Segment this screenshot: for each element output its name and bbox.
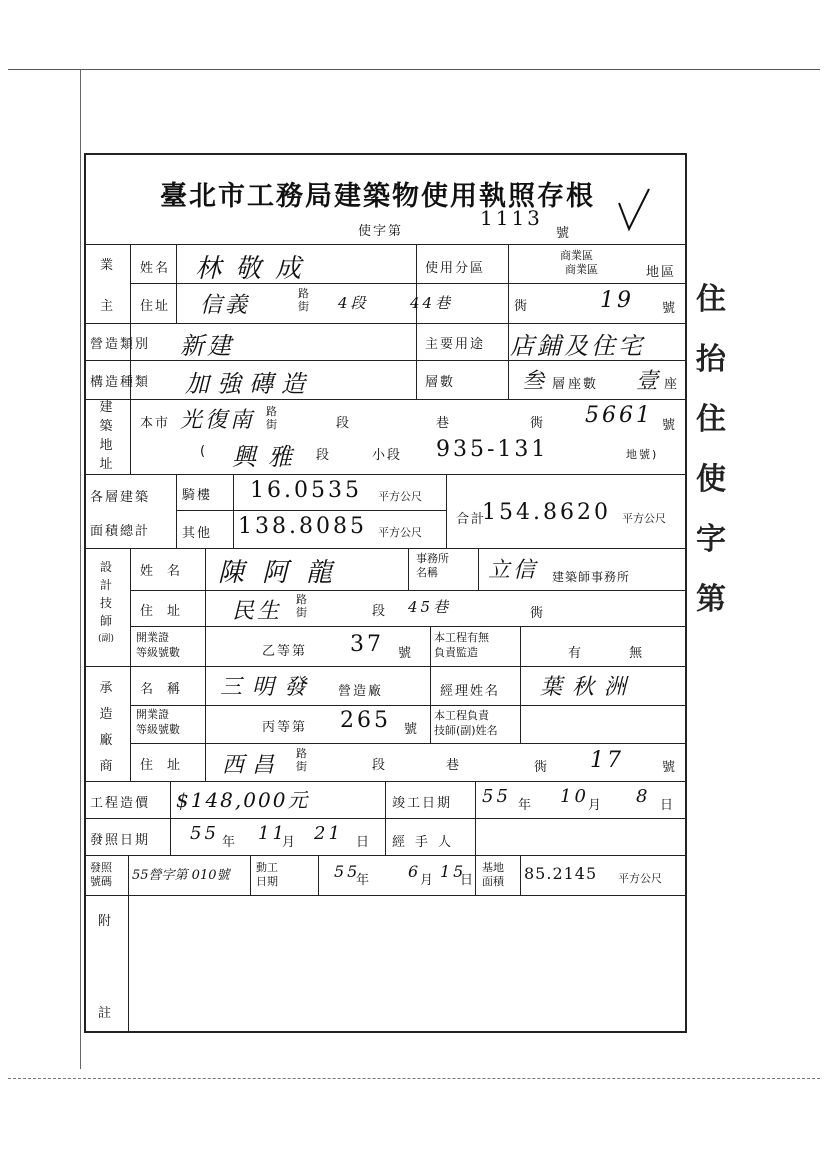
designer-addr: 民生: [232, 599, 283, 624]
owner-name-label: 姓名: [140, 261, 171, 276]
contractor-label: 承 造 廠 商: [99, 681, 113, 774]
year-label: 年: [222, 835, 238, 850]
location-number: 5661: [585, 403, 653, 428]
owner-addr-label: 住址: [140, 299, 171, 314]
license-no: 37: [350, 632, 384, 657]
office-label: 名稱: [416, 566, 438, 579]
rule: [130, 626, 687, 627]
area-label: 面積總計: [90, 524, 151, 539]
manager-name: 葉秋洲: [540, 675, 637, 700]
cost-label: 工程造價: [90, 796, 151, 811]
street-label: 衖: [514, 299, 530, 314]
remarks-label: 附: [98, 914, 114, 929]
license-suffix: 號: [404, 722, 420, 737]
section-label: 段: [372, 604, 388, 619]
rule: [475, 855, 476, 895]
location-label: 建 築 地 址: [99, 400, 113, 472]
rule: [205, 548, 206, 781]
rule: [416, 244, 417, 399]
permit-label: 發照: [90, 861, 112, 874]
rule: [128, 855, 129, 1031]
supervise-value: 有 無: [568, 646, 665, 661]
arcade-area: 16.0535: [250, 478, 362, 503]
rule: [84, 895, 687, 896]
alley-label: 衖: [534, 760, 550, 775]
road-label: 街: [296, 606, 307, 619]
permit-number: 55營字第 010號: [132, 868, 230, 883]
serial-number: 1113: [480, 206, 543, 230]
site-label: 基地: [482, 861, 504, 874]
total-area: 154.8620: [482, 500, 611, 525]
contractor-name-label: 名稱: [140, 682, 195, 697]
year-label: 年: [518, 798, 534, 813]
rule: [84, 244, 687, 245]
rule: [170, 781, 171, 855]
rule: [84, 323, 687, 324]
start-month: 6: [408, 862, 422, 881]
struct: 加強磚造: [185, 370, 313, 398]
rule: [84, 474, 687, 475]
completion-label: 竣工日期: [392, 796, 453, 811]
rule: [385, 781, 386, 855]
issue-year: 55: [190, 823, 219, 844]
contractor-addr-label: 住址: [140, 758, 195, 773]
license-grade: 乙等第: [262, 644, 308, 659]
area-label: 各層建築: [90, 490, 151, 505]
license-grade: 丙等第: [262, 720, 308, 735]
usage: 店鋪及住宅: [510, 332, 645, 360]
permit-form: [84, 153, 687, 1033]
usage-label: 主要用途: [425, 337, 486, 352]
site-unit: 平方公尺: [618, 872, 662, 885]
contractor-name-suffix: 營造廠: [338, 684, 384, 699]
month-label: 月: [588, 798, 604, 813]
scan-border-left: [80, 69, 81, 1069]
office-suffix: 建築師事務所: [552, 570, 631, 584]
area-unit: 平方公尺: [378, 490, 422, 503]
issue-day: 21: [314, 823, 343, 844]
license-no: 265: [340, 708, 391, 733]
rule: [430, 626, 431, 666]
rule: [130, 590, 687, 591]
section-label: 段: [372, 758, 388, 773]
struct-label: 構造種類: [90, 375, 151, 390]
owner-lane: 44巷: [410, 294, 454, 312]
scan-border-top: [8, 69, 820, 70]
tech-label: 本工程負責: [434, 709, 489, 722]
rule: [84, 855, 687, 856]
owner-number: 19: [600, 288, 634, 313]
owner-block-label: 主: [100, 299, 116, 314]
zone-value: 商業區: [565, 263, 598, 276]
floors-suffix: 層: [552, 377, 568, 392]
location-lot: 935-131: [436, 437, 549, 462]
road-label: 路: [296, 747, 307, 760]
page-title: 臺北市工務局建築物使用執照存根: [160, 181, 595, 212]
rule: [176, 244, 177, 323]
rule: [520, 855, 521, 895]
remarks-label: 註: [98, 1006, 114, 1021]
rule: [408, 548, 409, 590]
rule: [250, 855, 251, 895]
owner-addr-street: 信義: [200, 293, 251, 318]
road-label: 街: [298, 300, 309, 313]
manager-label: 經理姓名: [440, 684, 501, 699]
rule: [176, 474, 177, 548]
other-area: 138.8085: [238, 514, 367, 539]
zone-value: 商業區: [560, 249, 593, 262]
lane-label: 巷: [436, 416, 452, 431]
contractor-name: 三明發: [220, 675, 317, 700]
check-mark-icon: [615, 185, 655, 235]
completion-day: 8: [636, 786, 651, 807]
rule: [520, 626, 521, 666]
rule: [318, 855, 319, 895]
designer-label: 設 計 技 師 (副): [98, 560, 115, 644]
serial-prefix: 使字第: [358, 224, 404, 239]
site-area: 85.2145: [524, 864, 598, 883]
rule: [233, 474, 234, 548]
month-label: 月: [282, 835, 298, 850]
license-label: 等級號數: [136, 646, 180, 659]
rule: [478, 548, 479, 590]
total-label: 合計: [456, 512, 487, 527]
lane-label: 巷: [446, 758, 462, 773]
start-year: 55: [334, 862, 361, 881]
license-label: 開業證: [136, 708, 169, 721]
road-label: 路: [266, 405, 277, 418]
lot-suffix: 地號): [626, 448, 659, 461]
cost: $148,000元: [176, 788, 310, 812]
serial-suffix: 號: [556, 226, 572, 241]
number-suffix: 號: [662, 301, 678, 316]
day-label: 日: [660, 798, 676, 813]
supervise-label: 負責監造: [434, 646, 478, 659]
buildings-suffix: 座: [664, 377, 680, 392]
zone-label: 使用分區: [425, 261, 486, 276]
owner-name: 林敬成: [195, 254, 316, 284]
license-label: 等級號數: [136, 723, 180, 736]
year-label: 年: [356, 873, 372, 888]
location-road: 光復南: [180, 408, 256, 433]
start-label: 動工: [256, 861, 278, 874]
alley-label: 衖: [530, 606, 546, 621]
build-type: 新建: [180, 332, 234, 360]
completion-year: 55: [482, 786, 511, 807]
handler-label: 經手人: [392, 835, 462, 850]
rule: [130, 548, 131, 781]
rule: [130, 743, 687, 744]
rule: [84, 548, 687, 549]
section-label: 段: [336, 416, 352, 431]
rule: [520, 666, 521, 743]
arcade-label: 騎樓: [182, 488, 213, 503]
location-district: 興雅: [232, 443, 304, 471]
road-label: 路: [296, 593, 307, 606]
designer-lane: 45巷: [408, 598, 452, 616]
road-label: 街: [266, 418, 277, 431]
rule: [84, 399, 687, 400]
license-suffix: 號: [398, 646, 414, 661]
day-label: 日: [356, 835, 372, 850]
buildings-label: 座數: [568, 377, 599, 392]
rule: [508, 244, 509, 399]
rule: [430, 666, 431, 743]
subsection-label: 小段: [372, 448, 403, 463]
total-unit: 平方公尺: [622, 512, 666, 525]
designer-name: 陳阿龍: [218, 558, 351, 588]
contractor-number: 17: [590, 748, 624, 773]
rule: [176, 510, 446, 511]
district-suffix: 段: [316, 448, 332, 463]
zone-suffix: 地區: [646, 265, 677, 280]
permit-label: 號碼: [90, 875, 112, 888]
number-suffix: 號: [662, 418, 678, 433]
start-day: 15: [440, 862, 467, 881]
buildings: 壹: [636, 369, 662, 394]
build-type-label: 營造類別: [90, 337, 151, 352]
area-unit: 平方公尺: [378, 526, 422, 539]
side-text: 住 抬 住 使 字 第: [696, 282, 726, 617]
road-label: 街: [296, 760, 307, 773]
month-label: 月: [420, 873, 436, 888]
paren: (: [200, 444, 208, 459]
contractor-addr: 西昌: [222, 753, 283, 778]
floors: 叁: [522, 369, 548, 394]
other-label: 其他: [182, 526, 213, 541]
rule: [475, 781, 476, 855]
location-city: 本市: [140, 416, 171, 431]
rule: [130, 399, 131, 474]
office-label: 事務所: [416, 552, 449, 565]
scan-border-bottom: [8, 1078, 820, 1079]
day-label: 日: [460, 873, 476, 888]
site-label: 面積: [482, 875, 504, 888]
floors-label: 層數: [425, 375, 456, 390]
supervise-label: 本工程有無: [434, 631, 489, 644]
completion-month: 10: [560, 786, 589, 807]
designer-addr-label: 住址: [140, 604, 195, 619]
issue-month: 11: [258, 823, 287, 844]
road-label: 路: [298, 287, 309, 300]
alley-label: 衖: [530, 416, 546, 431]
license-label: 開業證: [136, 631, 169, 644]
issue-label: 發照日期: [90, 833, 151, 848]
tech-label: 技師(副)姓名: [434, 724, 498, 737]
start-label: 日期: [256, 875, 278, 888]
owner-section: 4段: [338, 294, 369, 312]
rule: [446, 474, 447, 548]
designer-name-label: 姓名: [140, 564, 195, 579]
rule: [84, 666, 687, 667]
designer-office: 立信: [488, 558, 539, 583]
rule: [130, 705, 687, 706]
owner-block-label: 業: [100, 258, 116, 273]
number-suffix: 號: [662, 760, 678, 775]
